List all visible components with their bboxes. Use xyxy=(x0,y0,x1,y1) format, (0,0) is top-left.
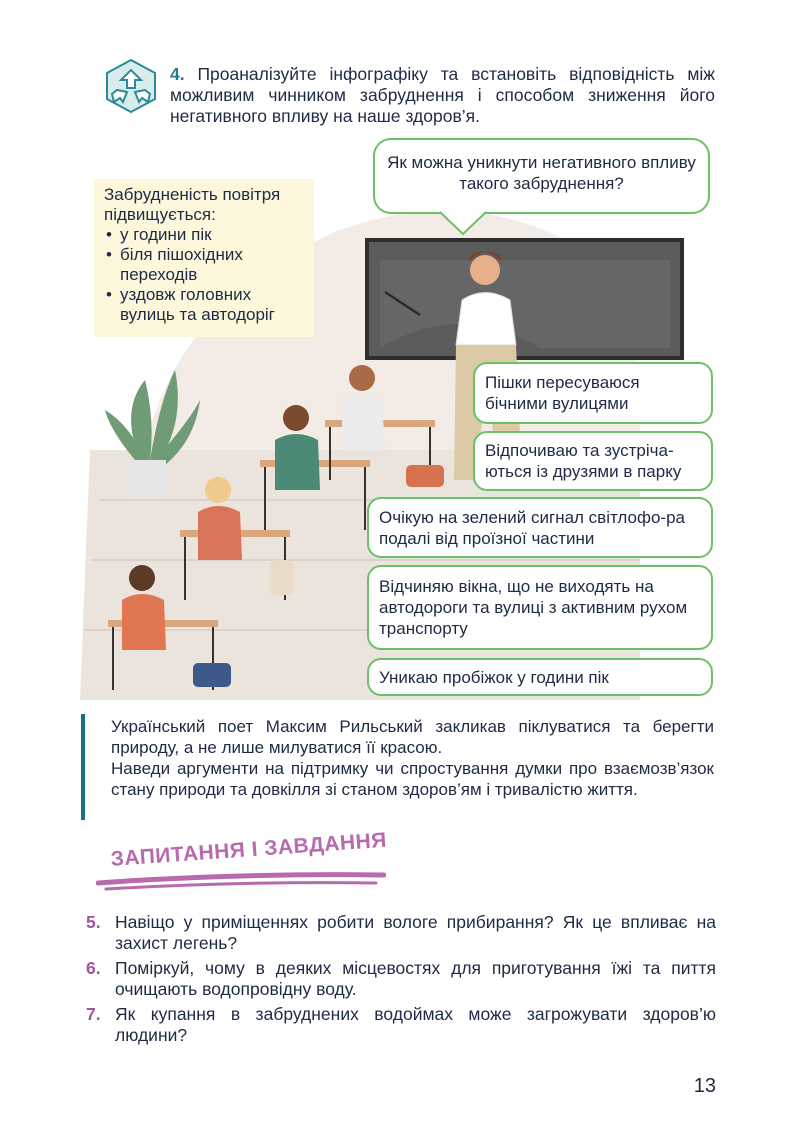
question-text: Як купання в забруднених водоймах може загрожувати здоров’ю людини? xyxy=(115,1004,716,1045)
task-instruction xyxy=(170,64,715,127)
rylsky-quote: Український поет Максим Рильський закликав піклуватися та берегти природу, а не лише милуватися її красою. xyxy=(111,717,714,757)
question-number: 6. xyxy=(86,958,101,978)
question-item xyxy=(86,912,716,954)
page-number: 13 xyxy=(693,1075,716,1097)
pollution-box-title: Забрудненість повітря підвищується: xyxy=(104,185,281,224)
pollution-list xyxy=(104,225,304,325)
section-title: ЗАПИТАННЯ І ЗАВДАННЯ xyxy=(110,828,388,871)
pollution-info-box xyxy=(94,179,314,337)
task-text: Проаналізуйте інфографіку та встановіть відповідність між можливим чинником забруднення і способом зниження його негативного впливу на наше здоров’я. xyxy=(170,64,715,126)
answer-box: Відпочиваю та зустріча-ються із друзями в парку xyxy=(473,431,713,491)
rylsky-task: Наведи аргументи на підтримку чи спростування думки про взаємозв’язок стану природи та довкілля зі станом здоров’ям і тривалістю життя. xyxy=(111,759,714,799)
speech-bubble: Як можна уникнути негативного впливу такого забруднення? xyxy=(373,138,710,214)
answer-box: Відчиняю вікна, що не виходять на автодороги та вулиці з активним рухом транспорту xyxy=(367,565,713,650)
speech-bubble-tail xyxy=(438,211,488,237)
list-item: • біля пішохідних переходів xyxy=(104,245,304,285)
question-item xyxy=(86,958,716,1000)
question-text: Навіщо у приміщеннях робити вологе прибирання? Як це впливає на захист легень? xyxy=(115,912,716,953)
list-item: • уздовж головних вулиць та автодоріг xyxy=(104,285,304,325)
question-number: 7. xyxy=(86,1004,101,1024)
answer-box: Уникаю пробіжок у години пік xyxy=(367,658,713,696)
question-number: 5. xyxy=(86,912,101,932)
question-item xyxy=(86,1004,716,1046)
text-block-accent-bar xyxy=(81,714,85,820)
recycle-arrows-icon xyxy=(103,58,159,114)
list-item: • у години пік xyxy=(104,225,304,245)
question-text: Поміркуй, чому в деяких місцевостях для приготування їжі та пиття очищають водопровідну воду. xyxy=(115,958,716,999)
answer-box: Очікую на зелений сигнал світлофо-ра подалі від проїзної частини xyxy=(367,497,713,558)
answer-box: Пішки пересуваюся бічними вулицями xyxy=(473,362,713,424)
rylsky-text-block xyxy=(111,716,714,800)
task-number: 4. xyxy=(170,64,185,84)
